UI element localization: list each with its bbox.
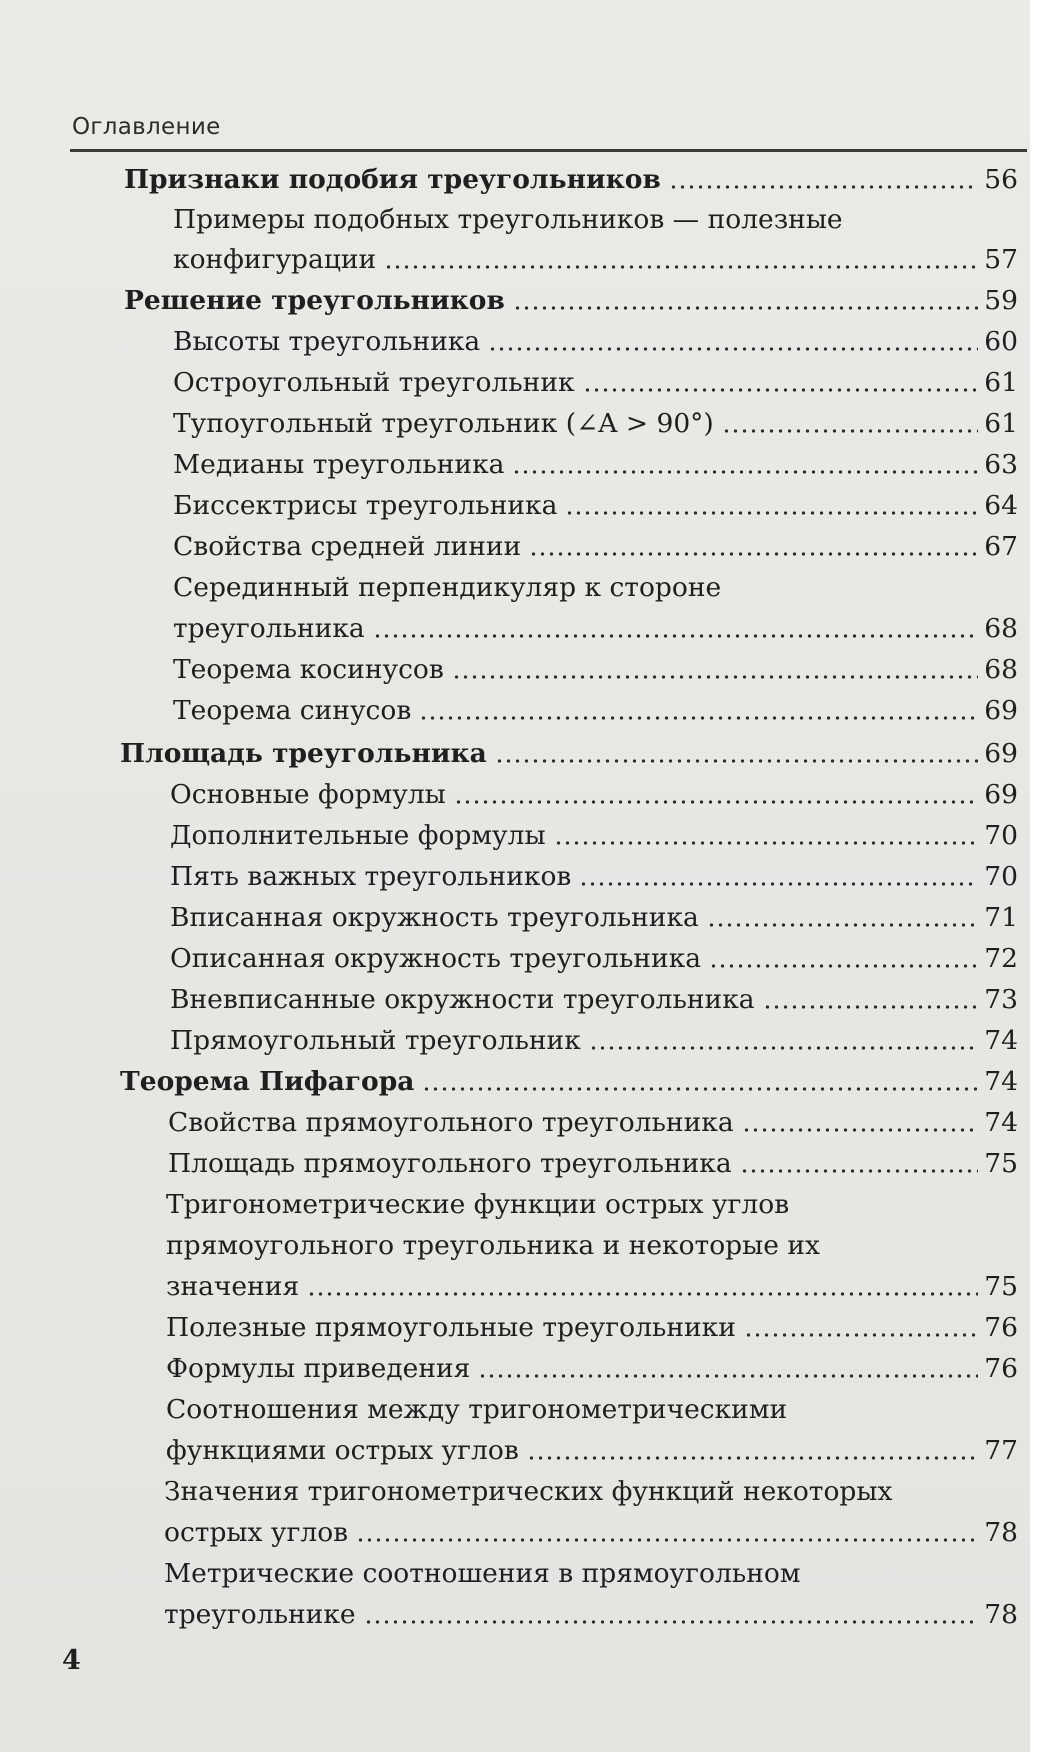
dot-leader xyxy=(527,1456,979,1460)
dot-leader xyxy=(529,552,978,556)
toc-entry-title: Площадь треугольника xyxy=(120,738,487,769)
toc-page-number: 69 xyxy=(984,738,1018,769)
toc-entry-title: Биссектрисы треугольника xyxy=(173,490,558,521)
toc-entry xyxy=(170,939,1018,979)
toc-entry-title: Площадь прямоугольного треугольника xyxy=(168,1148,732,1179)
toc-entry xyxy=(173,691,1018,731)
toc-entry-title: Прямоугольный треугольник xyxy=(170,1025,581,1056)
toc-entry-title: Признаки подобия треугольников xyxy=(124,164,661,195)
folio-page-number: 4 xyxy=(62,1645,81,1676)
toc-entry-title: треугольника xyxy=(173,613,365,644)
toc-entry-title: Вневписанные окружности треугольника xyxy=(170,984,755,1015)
toc-section-solving xyxy=(124,281,1018,321)
toc-page-number: 69 xyxy=(984,779,1018,810)
dot-leader xyxy=(488,347,978,351)
toc-entry-title: Теорема Пифагора xyxy=(120,1066,415,1097)
dot-leader xyxy=(364,1620,979,1624)
toc-entry-title: Медианы треугольника xyxy=(173,449,505,480)
toc-entry-title: Решение треугольников xyxy=(124,285,505,316)
toc-page-number: 78 xyxy=(984,1599,1018,1630)
toc-entry-continuation: Тригонометрические функции острых углов xyxy=(166,1189,790,1220)
toc-entry-title: значения xyxy=(166,1271,300,1302)
toc-page-number: 63 xyxy=(984,449,1018,480)
toc-page-number: 69 xyxy=(984,695,1018,726)
scan-margin-bottom xyxy=(0,1752,1047,1756)
header-rule xyxy=(70,149,1027,152)
toc-entry xyxy=(170,1021,1018,1061)
toc-page-number: 74 xyxy=(984,1025,1018,1056)
toc-entry xyxy=(173,445,1018,485)
toc-section-pythagoras xyxy=(120,1062,1018,1102)
dot-leader xyxy=(307,1292,978,1296)
toc-entry xyxy=(173,240,1018,280)
dot-leader xyxy=(709,964,978,968)
dot-leader xyxy=(589,1046,978,1050)
toc-page-number: 74 xyxy=(984,1107,1018,1138)
scan-margin-right xyxy=(1030,0,1047,1756)
toc-page-number: 61 xyxy=(984,367,1018,398)
toc-entry-title: Дополнительные формулы xyxy=(170,820,546,851)
toc-entry-title: острых углов xyxy=(164,1517,349,1548)
dot-leader xyxy=(740,1169,979,1173)
toc-page-number: 73 xyxy=(984,984,1018,1015)
toc-entry xyxy=(166,1431,1018,1471)
toc-entry xyxy=(173,609,1018,649)
toc-page-number: 78 xyxy=(984,1517,1018,1548)
toc-page-number: 70 xyxy=(984,820,1018,851)
toc-entry-title: Описанная окружность треугольника xyxy=(170,943,702,974)
toc-entry xyxy=(173,322,1018,362)
dot-leader xyxy=(763,1005,979,1009)
dot-leader xyxy=(419,716,978,720)
toc-entry xyxy=(170,980,1018,1020)
dot-leader xyxy=(478,1374,978,1378)
toc-entry-continuation: Соотношения между тригонометрическими xyxy=(166,1394,788,1425)
toc-page-number: 68 xyxy=(984,613,1018,644)
toc-entry-title: Формулы приведения xyxy=(166,1353,471,1384)
toc-page-number: 56 xyxy=(984,164,1018,195)
toc-entry xyxy=(173,527,1018,567)
toc-entry-title: конфигурации xyxy=(173,244,377,275)
toc-page-number: 75 xyxy=(984,1148,1018,1179)
toc-entry-continuation: Серединный перпендикуляр к стороне xyxy=(173,572,722,603)
toc-entry-title: Свойства средней линии xyxy=(173,531,522,562)
toc-page-number: 77 xyxy=(984,1435,1018,1466)
toc-entry xyxy=(166,1308,1018,1348)
toc-section-similarity xyxy=(124,160,1018,200)
toc-entry xyxy=(164,1595,1018,1635)
toc-entry-continuation: Метрические соотношения в прямоугольном xyxy=(164,1558,801,1589)
dot-leader xyxy=(554,841,979,845)
toc-page-number: 75 xyxy=(984,1271,1018,1302)
toc-entry xyxy=(170,816,1018,856)
toc-entry-title: Полезные прямоугольные треугольники xyxy=(166,1312,736,1343)
toc-entry-title: Пять важных треугольников xyxy=(170,861,572,892)
dot-leader xyxy=(707,923,978,927)
dot-leader xyxy=(384,265,978,269)
toc-entry xyxy=(166,1349,1018,1389)
toc-page-number: 57 xyxy=(984,244,1018,275)
toc-entry-title: Вписанная окружность треугольника xyxy=(170,902,699,933)
toc-entry xyxy=(164,1513,1018,1553)
toc-entry-title: Тупоугольный треугольник (∠A > 90°) xyxy=(173,408,714,439)
dot-leader xyxy=(583,388,979,392)
dot-leader xyxy=(722,429,979,433)
toc-entry xyxy=(168,1103,1018,1143)
toc-section-area xyxy=(120,734,1018,774)
dot-leader xyxy=(742,1128,979,1132)
dot-leader xyxy=(356,1538,978,1542)
toc-page-number: 64 xyxy=(984,490,1018,521)
toc-page-number: 67 xyxy=(984,531,1018,562)
toc-entry-title: Свойства прямоугольного треугольника xyxy=(168,1107,734,1138)
toc-page-number: 76 xyxy=(984,1353,1018,1384)
toc-entry xyxy=(173,650,1018,690)
dot-leader xyxy=(512,470,978,474)
dot-leader xyxy=(669,185,978,189)
dot-leader xyxy=(454,800,979,804)
toc-entry-title: Теорема косинусов xyxy=(173,654,444,685)
dot-leader xyxy=(373,634,979,638)
toc-entry-title: Основные формулы xyxy=(170,779,446,810)
toc-entry xyxy=(173,486,1018,526)
toc-entry-continuation: Примеры подобных треугольников — полезные xyxy=(173,204,843,235)
toc-entry-title: Высоты треугольника xyxy=(173,326,481,357)
toc-page-number: 61 xyxy=(984,408,1018,439)
toc-entry-title: треугольнике xyxy=(164,1599,356,1630)
toc-entry-title: Теорема синусов xyxy=(173,695,412,726)
toc-entry-title: Остроугольный треугольник xyxy=(173,367,575,398)
toc-page-number: 59 xyxy=(984,285,1018,316)
toc-entry xyxy=(170,898,1018,938)
dot-leader xyxy=(495,759,978,763)
dot-leader xyxy=(565,511,978,515)
toc-page-number: 74 xyxy=(984,1066,1018,1097)
toc-entry-title: функциями острых углов xyxy=(166,1435,519,1466)
toc-entry xyxy=(166,1267,1018,1307)
dot-leader xyxy=(579,882,978,886)
toc-page-number: 68 xyxy=(984,654,1018,685)
toc-page-number: 70 xyxy=(984,861,1018,892)
toc-entry xyxy=(168,1144,1018,1184)
toc-page-number: 60 xyxy=(984,326,1018,357)
running-header: Оглавление xyxy=(72,114,221,140)
dot-leader xyxy=(452,675,978,679)
dot-leader xyxy=(513,306,978,310)
toc-entry-continuation: прямоугольного треугольника и некоторые их xyxy=(166,1230,820,1261)
toc-entry xyxy=(170,857,1018,897)
toc-entry xyxy=(173,404,1018,444)
toc-page-number: 76 xyxy=(984,1312,1018,1343)
toc-entry-continuation: Значения тригонометрических функций некоторых xyxy=(164,1476,893,1507)
dot-leader xyxy=(744,1333,978,1337)
toc-page-number: 72 xyxy=(984,943,1018,974)
dot-leader xyxy=(422,1087,978,1091)
toc-entry xyxy=(170,775,1018,815)
toc-entry xyxy=(173,363,1018,403)
toc-page-number: 71 xyxy=(984,902,1018,933)
